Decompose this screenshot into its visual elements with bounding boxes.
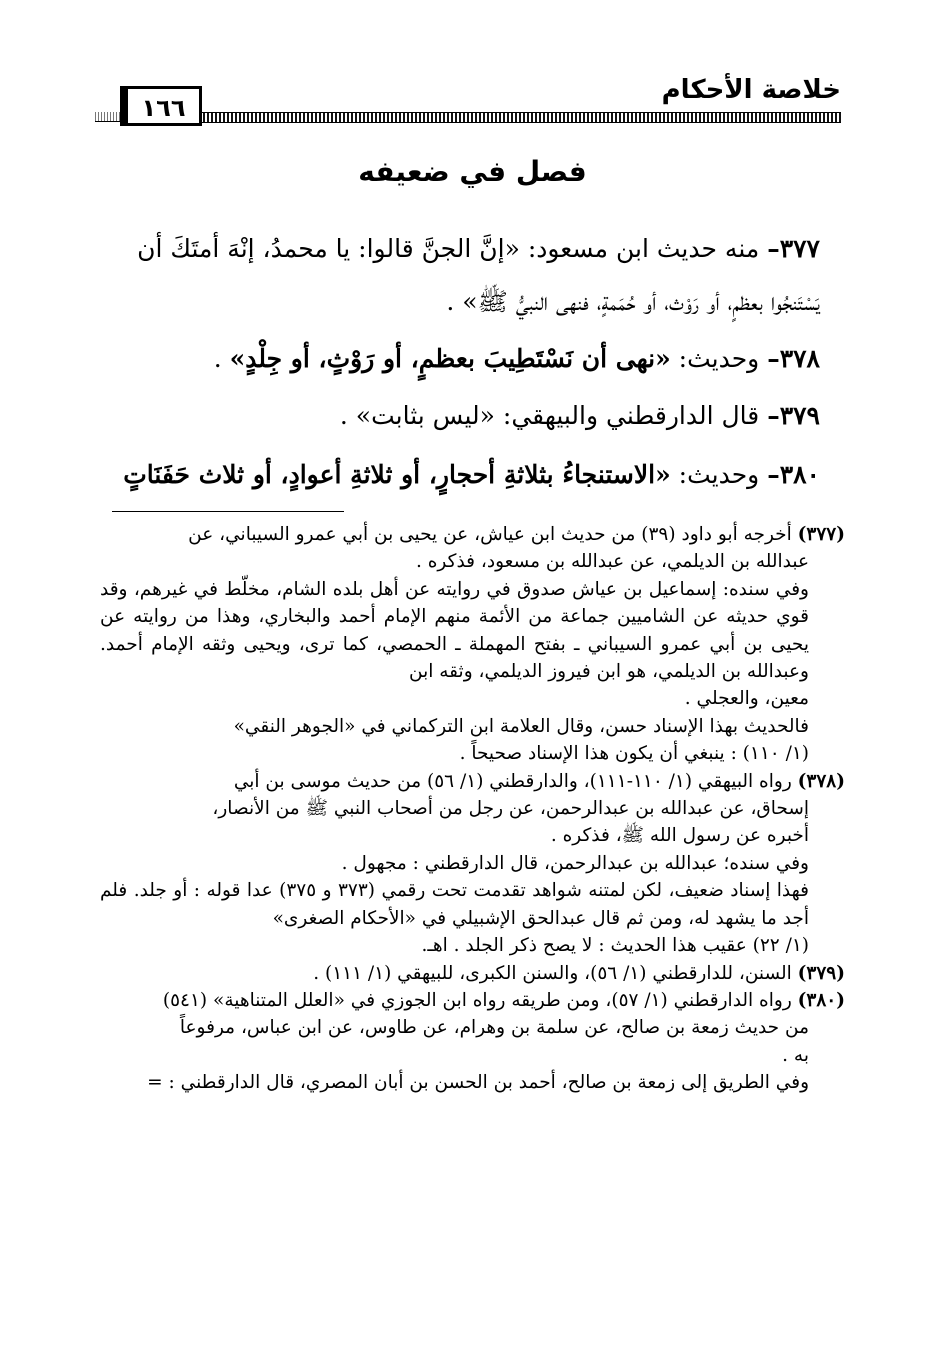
running-header [95,72,841,128]
footnote-text: رواه البيهقي (١/ ١١٠-١١١)، والدارقطني (١/ ٥٦) من حديث موسى بن أبي [233,770,792,792]
footnote-text-continued: به . [782,1044,809,1066]
header-rule [147,112,841,123]
entry-text: قال الدارقطني والبيهقي: «ليس بثابت» . [339,401,760,430]
footnote-number: (٣٧٨) [797,770,845,792]
footnote-379 [100,960,845,987]
entry-number: ٣٨٠– [767,460,820,489]
hadith-quote: «الاستنجاءُ بثلاثةِ أحجارٍ، أو ثلاثةِ أعوادٍ، أو ثلاث حَفَنَاتٍ [123,460,671,489]
footnote-text-continued: من حديث زمعة بن صالح، عن سلمة بن وهرام، عن طاوس، عن ابن عباس، مرفوعاً [179,1017,809,1039]
page-number: ١٦٦ [120,86,202,126]
footnote-separator [112,511,344,512]
entry-number: ٣٧٨– [767,344,820,373]
entry-lead: وحديث: [678,460,760,489]
entry-text: منه حديث ابن مسعود: «إنَّ الجنَّ قالوا: يا محمدُ، إنْهَ أمتَكَ أن [137,234,760,263]
footnote-number: (٣٧٩) [797,962,845,984]
main-text [112,222,820,504]
entry-378 [112,330,820,388]
entry-379 [112,388,820,444]
footnote-paragraph: وفي سنده: إسماعيل بن عياش صدوق في روايته عن أهل بلده الشام، مخلّط في غيرهم، وقد قوي حديثه عن الشاميين جماعة من الأئمة منهم الإمام أحمد والبخاري، وهذا من روايته عن يحيى بن أبي عمرو السيباني ـ بفتح المهملة ـ الحمصي، كما ترى، ويحيى وثقه الإمام أحمد. وعبدالله بن الديلمي، هو ابن فيروز الديلمي، وثقه ابن [100,578,809,683]
footnote-paragraph: وفي سنده؛ عبدالله بن عبدالرحمن، قال الدارقطني : مجهول . [341,852,809,874]
footnote-paragraph-end: (١/ ١١٠) : ينبغي أن يكون هذا الإسناد صحيحاً . [459,743,809,765]
footnote-text-continued: أخبره عن رسول الله ﷺ، فذكره . [550,825,809,847]
hadith-quote: «نهى أن نَسْتَطِيبَ بعظمٍ، أو رَوْثٍ، أو جِلْدٍ» [229,344,671,373]
footnote-paragraph-end: (١/ ٢٢) عقيب هذا الحديث : لا يصح ذكر الجلد . اهـ. [421,935,809,957]
footnote-text-continued: عبدالله بن الديلمي، عن عبدالله بن مسعود، فذكره . [415,551,809,573]
entry-number: ٣٧٩– [767,401,820,430]
footnote-380 [100,987,845,1097]
book-title: خلاصة الأحكام [661,75,841,105]
footnote-text-continued: إسحاق، عن عبدالله بن عبدالرحمن، عن رجل من أصحاب النبي ﷺ من الأنصار، [212,798,809,820]
footnote-378 [100,768,845,960]
footnote-paragraph: فالحديث بهذا الإسناد حسن، وقال العلامة ابن التركماني في «الجوهر النقي» [233,715,809,737]
footnote-paragraph-end: معين، والعجلي . [684,688,809,710]
section-heading: فصل في ضعيفه [358,155,587,188]
footnote-paragraph: فهذا إسناد ضعيف، لكن لمتنه شواهد تقدمت تحت رقمي (٣٧٣ و ٣٧٥) عدا قوله : أو جلد. فلم أجد ما يشهد له، ومن ثم قال عبدالحق الإشبيلي في «الأحكام الصغرى» [100,880,809,929]
entry-380 [112,446,820,504]
footnote-377 [100,521,845,768]
entry-text-continued: يَسْتَنجُوا بعظمٍ، أو رَوْث، أو حُمَمةٍ، فنهى النبيُّ ﷺ» . [446,287,820,316]
footnote-number: (٣٨٠) [797,989,845,1011]
footnote-paragraph: وفي الطريق إلى زمعة بن صالح، أحمد بن الحسن بن أبان المصري، قال الدارقطني : = [147,1072,809,1094]
entry-end: . [213,344,222,373]
entry-lead: وحديث: [678,344,760,373]
footnote-text: السنن، للدارقطني (١/ ٥٦)، والسنن الكبرى، للبيهقي (١/ ١١١) . [313,962,792,984]
entry-377 [112,222,820,328]
entry-number: ٣٧٧– [767,234,820,263]
footnote-text: رواه الدارقطني (١/ ٥٧)، ومن طريقه رواه ابن الجوزي في «العلل المتناهية» (٥٤١) [162,989,792,1011]
footnote-text: أخرجه أبو داود (٣٩) من حديث ابن عياش، عن يحيى بن أبي عمرو السيباني، عن [188,524,792,545]
footnote-number: (٣٧٧) [797,524,845,545]
footnotes [100,521,845,1097]
